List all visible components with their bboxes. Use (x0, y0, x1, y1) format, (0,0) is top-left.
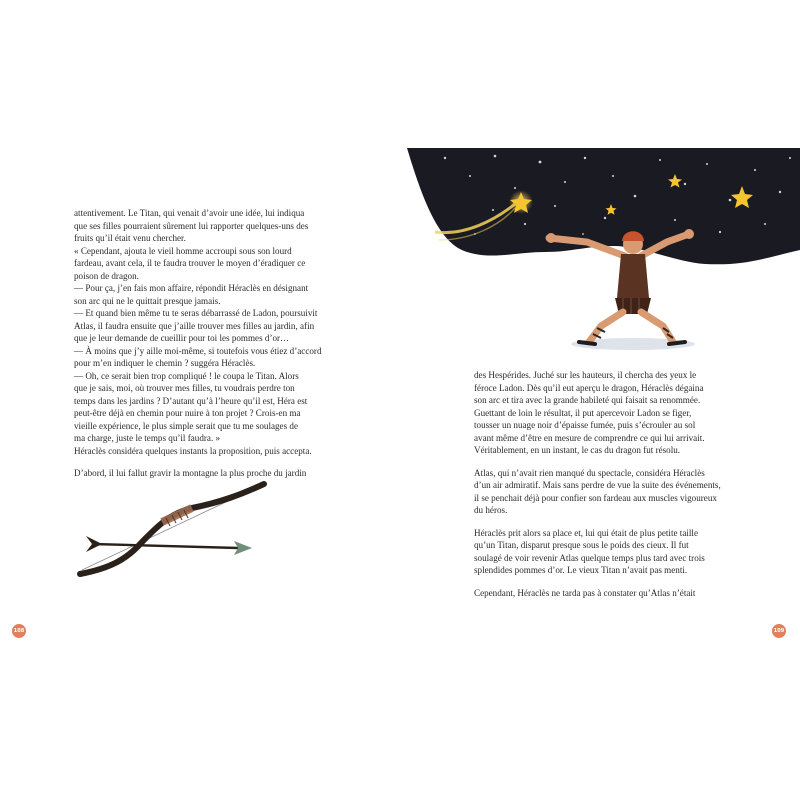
arrow-shaft (92, 544, 238, 548)
text-line: pour m’en indiquer le chemin ? suggéra Héraclès. (74, 358, 256, 368)
text-line: il se penchait déjà pour confier son fardeau aux muscles vigoureux (474, 492, 717, 503)
text-line: que je leur demande de cueillir pour toi les pommes d’or… (74, 333, 290, 343)
text-line: — Pour ça, j’en fais mon affaire, répondit Héraclès en désignant (74, 283, 309, 293)
paragraph-break (474, 517, 744, 527)
arrow-fletching (86, 536, 102, 552)
text-line: « Cependant, ajouta le vieil homme accroupi sous son lourd (74, 245, 292, 256)
text-line: son arc et tira avec la grande habileté qui faisait sa renommée. (474, 395, 701, 405)
text-line: du héros. (474, 505, 508, 515)
text-line: Cependant, Héraclès ne tarda pas à constater qu’Atlas n’était (474, 587, 696, 598)
paragraph-break (74, 457, 344, 467)
text-line: attentivement. Le Titan, qui venait d’avoir une idée, lui indiqua (74, 208, 305, 218)
text-line: que ses filles pourraient sûrement lui rapporter quelques-uns des (74, 220, 309, 231)
text-line: fruits qu’il était venu chercher. (74, 233, 186, 243)
right-page-text (474, 369, 744, 599)
text-line: son arc qui ne le quittait presque jamais. (74, 295, 221, 306)
text-line: D’abord, il lui fallut gravir la montagne la plus proche du jardin (74, 468, 307, 478)
text-line: soulagé de voir revenir Atlas quelque temps plus tard avec trois (474, 552, 705, 563)
paragraph-break (474, 457, 744, 467)
text-line: que je sais, moi, où trouver mes filles, tu voudrais perdre ton (74, 383, 295, 393)
page-number-left: 108 (12, 624, 26, 638)
text-line: Héraclès considéra quelques instants la proposition, puis accepta. (74, 445, 312, 456)
text-line: peut-être déjà en chemin pour nuire à ton projet ? Crois-en ma (74, 408, 301, 418)
text-line: Guettant de loin le résultat, il put apercevoir Ladon se figer, (474, 407, 692, 418)
page-number-right: 109 (772, 624, 786, 638)
text-line: vieille expérience, le plus simple serait que tu me soulages de (74, 420, 298, 431)
text-line: d’un air admiratif. Mais sans perdre de vue la suite des événements, (474, 480, 721, 490)
text-line: temps dans les jardins ? D’autant qu’à l’heure qu’il est, Héra est (74, 395, 308, 406)
text-line: avant même d’être en mesure de comprendre ce qui lui arrivait. (474, 432, 705, 443)
text-line: Atlas, il faudra ensuite que j’aille trouver mes filles au jardin, afin (74, 320, 315, 331)
text-line: Véritablement, en un instant, le cas du dragon fut résolu. (474, 445, 681, 455)
text-line: des Hespérides. Juché sur les hauteurs, il chercha des yeux le (474, 370, 697, 380)
left-page-text (74, 207, 344, 480)
text-line: tousser un nuage noir d’épaisse fumée, puis s’écrouler au sol (474, 420, 696, 430)
text-line: ma charge, juste le temps qu’il faudra. » (74, 433, 221, 443)
right-page (400, 0, 800, 800)
text-line: — Et quand bien même tu te seras débarrassé de Ladon, poursuivit (74, 308, 318, 318)
hero-holding-sky-illustration (375, 148, 800, 363)
text-line: Atlas, qui n’avait rien manqué du spectacle, considéra Héraclès (474, 467, 705, 478)
text-line: fardeau, avant cela, il te faudra trouver le moyen d’éradiquer ce (74, 258, 306, 268)
paragraph-break (474, 577, 744, 587)
text-line: poison de dragon. (74, 270, 139, 281)
text-line: féroce Ladon. Dès qu’il eut aperçu le dragon, Héraclès dégaina (474, 382, 704, 393)
text-line: — À moins que j’y aille moi-même, si toutefois vous étiez d’accord (74, 345, 322, 356)
bow-and-arrow-illustration (72, 478, 272, 582)
text-line: splendides pommes d’or. Le vieux Titan n’avait pas menti. (474, 565, 688, 575)
text-line: qu’un Titan, disparut presque sous le poids des cieux. Il fut (474, 540, 689, 550)
text-line: — Oh, ce serait bien trop compliqué ! le coupa le Titan. Alors (74, 370, 299, 381)
text-line: Héraclès prit alors sa place et, lui qui était de plus petite taille (474, 527, 698, 538)
bow (80, 484, 264, 574)
